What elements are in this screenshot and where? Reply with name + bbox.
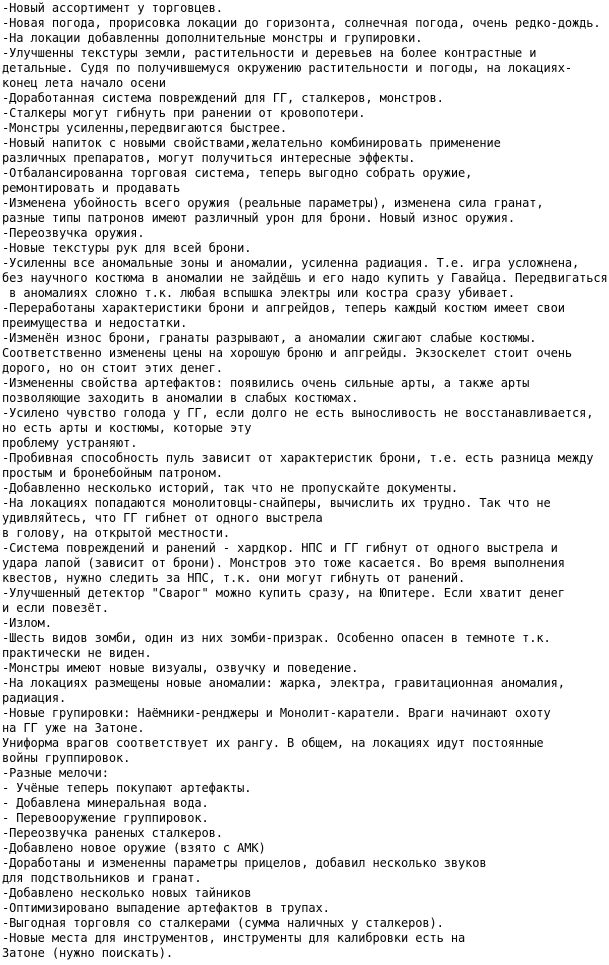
- text-line: конец лета начало осени: [2, 76, 166, 90]
- text-line: Затоне (нужно поискать).: [2, 946, 173, 960]
- text-line: -Усилено чувство голода у ГГ, если долго не есть выносливость не восстанавливается,: [2, 406, 594, 420]
- text-line: без научного костюма в аномалии не зайдёшь и его надо купить у Гавайца. Передвигаться: [2, 271, 608, 285]
- text-line: в аномалиях сложно т.к. любая вспышка электры или костра сразу убивает.: [2, 286, 515, 300]
- text-line: -Оптимизировано выпадение артефактов в трупах.: [2, 901, 330, 915]
- text-line: -На локациях размещены новые аномалии: жарка, электра, гравитационная аномалия,: [2, 676, 565, 690]
- text-line: -Доработанная система повреждений для ГГ, сталкеров, монстров.: [2, 91, 444, 105]
- text-line: но есть арты и костюмы, которые эту: [2, 421, 252, 435]
- text-line: -Сталкеры могут гибнуть при ранении от кровопотери.: [2, 106, 366, 120]
- text-line: проблему устраняют.: [2, 436, 138, 450]
- text-line: -Пробивная способность пуль зависит от характеристик брони, т.е. есть разница между: [2, 451, 594, 465]
- text-line: дорого, но он стоит этих денег.: [2, 361, 223, 375]
- text-line: на ГГ уже на Затоне.: [2, 721, 145, 735]
- text-line: -Отбалансированна торговая система, теперь выгодно собрать оружие,: [2, 166, 473, 180]
- text-line: -Новая погода, прорисовка локации до горизонта, солнечная погода, очень редко-дождь.: [2, 16, 601, 30]
- text-line: -Новый ассортимент у торговцев.: [2, 1, 223, 15]
- text-line: - Перевооружение группировок.: [2, 811, 209, 825]
- text-line: -Улучшенный детектор "Сварог" можно купить сразу, на Юпитере. Если хватит денег: [2, 586, 565, 600]
- text-line: -Новые групировки: Наёмники-ренджеры и Монолит-каратели. Враги начинают охоту: [2, 706, 551, 720]
- text-line: -Монстры усиленны,передвигаются быстрее.: [2, 121, 287, 135]
- text-line: -Новые места для инструментов, инструменты для калибровки есть на: [2, 931, 466, 945]
- text-line: -Шесть видов зомби, один из них зомби-призрак. Особенно опасен в темноте т.к.: [2, 631, 551, 645]
- text-line: -Доработаны и измененны параметры прицелов, добавил несколько звуков: [2, 856, 487, 870]
- text-line: преимущества и недостатки.: [2, 316, 188, 330]
- text-line: -На локации добавленны дополнительные монстры и групировки.: [2, 31, 423, 45]
- changelog-text: [2, 1, 609, 961]
- text-line: разные типы патронов имеют различный урон для брони. Новый износ оружия.: [2, 211, 515, 225]
- text-line: Соответственно изменены цены на хорошую броню и апгрейды. Экзоскелет стоит очень: [2, 346, 572, 360]
- text-line: ремонтировать и продавать: [2, 181, 181, 195]
- text-line: для подствольников и гранат.: [2, 871, 202, 885]
- text-line: -Переозвучка раненых сталкеров.: [2, 826, 223, 840]
- text-line: войны группировок.: [2, 751, 131, 765]
- text-line: -Монстры имеют новые визуалы, озвучку и поведение.: [2, 661, 359, 675]
- text-line: - Добавлена минеральная вода.: [2, 796, 209, 810]
- text-line: -Усиленны все аномальные зоны и аномалии, усиленна радиация. Т.е. игра усложнена,: [2, 256, 580, 270]
- text-line: простым и бронебойным патроном.: [2, 466, 223, 480]
- text-line: - Учёные теперь покупают артефакты.: [2, 781, 252, 795]
- text-line: детальные. Судя по получившемуся окружению растительности и погоды, на локациях-: [2, 61, 572, 75]
- text-line: -Измененны свойства артефактов: появились очень сильные арты, а также арты: [2, 376, 530, 390]
- text-line: -Новые текстуры рук для всей брони.: [2, 241, 252, 255]
- text-line: -На локациях попадаются монолитовцы-снайперы, вычислить их трудно. Так что не: [2, 496, 551, 510]
- text-line: радиация.: [2, 691, 67, 705]
- text-line: -Переработаны характеристики брони и апгрейдов, теперь каждый костюм имеет свои: [2, 301, 565, 315]
- text-line: квестов, нужно следить за НПС, т.к. они могут гибнуть от ранений.: [2, 571, 466, 585]
- text-line: различных препаратов, могут получиться интересные эффекты.: [2, 151, 416, 165]
- text-line: -Переозвучка оружия.: [2, 226, 145, 240]
- text-line: -Разные мелочи:: [2, 766, 109, 780]
- text-line: -Изменена убойность всего оружия (реальные параметры), изменена сила гранат,: [2, 196, 544, 210]
- text-line: -Излом.: [2, 616, 52, 630]
- text-line: -Добавлено новое оружие (взято с АМК): [2, 841, 266, 855]
- text-line: -Система повреждений и ранений - хардкор. НПС и ГГ гибнут от одного выстрела и: [2, 541, 558, 555]
- text-line: -Улучшенны текстуры земли, растительности и деревьев на более контрастные и: [2, 46, 537, 60]
- text-line: -Изменён износ брони, гранаты разрывают, а аномалии сжигают слабые костюмы.: [2, 331, 537, 345]
- text-line: -Новый напиток с новыми свойствами,желательно комбинировать применение: [2, 136, 501, 150]
- text-line: и если повезёт.: [2, 601, 109, 615]
- text-line: -Добавлено несколько новых тайников: [2, 886, 252, 900]
- text-line: удивляйтесь, что ГГ гибнет от одного выстрела: [2, 511, 323, 525]
- text-line: -Выгодная торговля со сталкерами (сумма наличных у сталкеров).: [2, 916, 444, 930]
- text-line: удара лапой (зависит от брони). Монстров это тоже касается. Во время выполнения: [2, 556, 565, 570]
- text-line: в голову, на открытой местности.: [2, 526, 230, 540]
- text-line: позволяющие заходить в аномалии в слабых костюмах.: [2, 391, 359, 405]
- text-line: практически не виден.: [2, 646, 152, 660]
- text-line: -Добавленно несколько историй, так что не пропускайте документы.: [2, 481, 458, 495]
- text-line: Униформа врагов соответствует их рангу. В общем, на локациях идут постоянные: [2, 736, 544, 750]
